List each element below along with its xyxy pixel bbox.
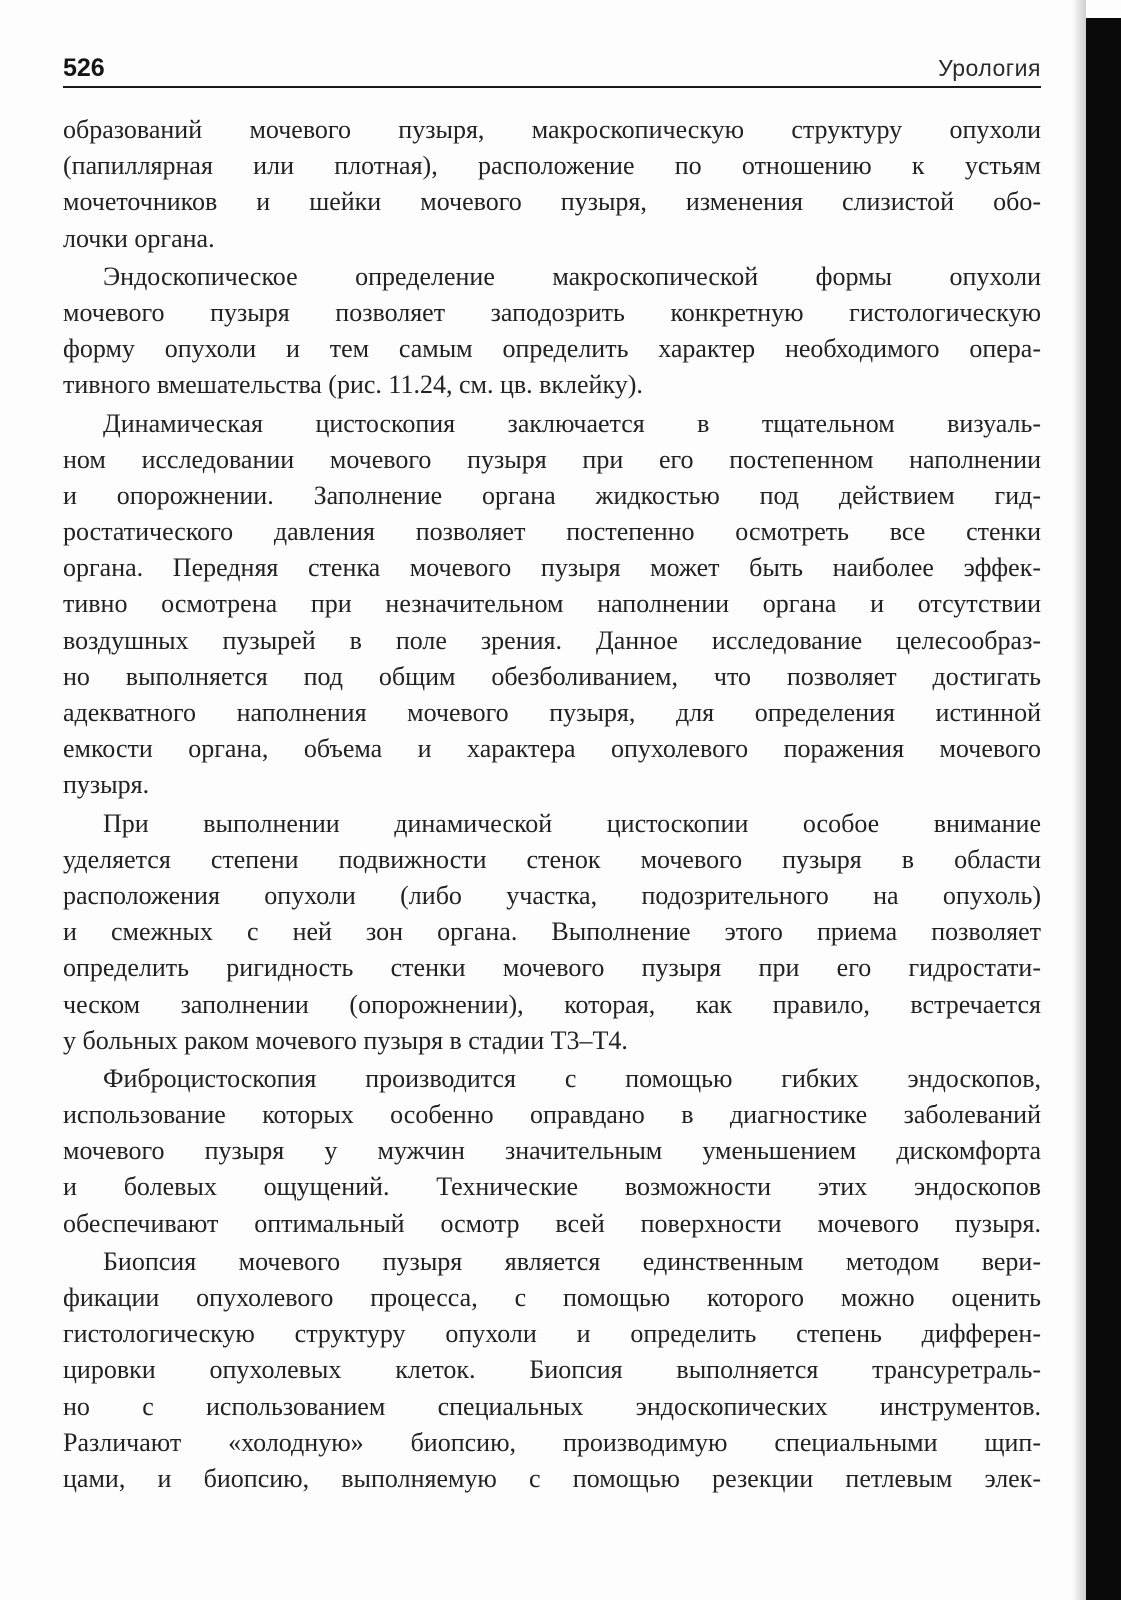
text-line: Эндоскопическое определение макроскопической формы опухоли [103, 261, 1041, 291]
text-line: гистологическую структуру опухоли и определить степень дифферен- [63, 1319, 1041, 1349]
text-line: и опорожнении. Заполнение органа жидкостью под действием гид- [63, 480, 1041, 510]
text-line: тивно осмотрена при незначительном наполнении органа и отсутствии [63, 589, 1041, 619]
text-line: обеспечивают оптимальный осмотр всей поверхности мочевого пузыря. [63, 1208, 1041, 1238]
text-line: цировки опухолевых клеток. Биопсия выполняется трансуретраль- [63, 1355, 1041, 1385]
text-line: мочеточников и шейки мочевого пузыря, изменения слизистой обо- [63, 187, 1041, 217]
text-line: тивного вмешательства (рис. 11.24, см. цв. вклейку). [63, 370, 643, 400]
text-line: органа. Передняя стенка мочевого пузыря может быть наиболее эффек- [63, 553, 1041, 583]
text-line: определить ригидность стенки мочевого пузыря при его гидростати- [63, 953, 1041, 983]
page-edge-shadow [1072, 0, 1086, 1600]
text-line: мочевого пузыря у мужчин значительным уменьшением дискомфорта [63, 1136, 1041, 1166]
page-header [63, 52, 1041, 88]
text-line: ческом заполнении (опорожнении), которая, как правило, встречается [63, 989, 1041, 1019]
paragraph [63, 406, 1041, 804]
text-line: адекватного наполнения мочевого пузыря, для определения истинной [63, 698, 1041, 727]
scan-edge-bar [1086, 18, 1121, 1600]
text-line: образований мочевого пузыря, макроскопическую структуру опухоли [63, 115, 1041, 144]
running-head: Урология [938, 55, 1041, 81]
text-line: ном исследовании мочевого пузыря при его постепенном наполнении [63, 444, 1041, 474]
text-line: Динамическая цистоскопия заключается в тщательном визуаль- [103, 408, 1041, 438]
text-line: лочки органа. [63, 223, 215, 253]
text-line: воздушных пузырей в поле зрения. Данное исследование целесообраз- [63, 625, 1041, 655]
text-line: Фиброцистоскопия производится с помощью гибких эндоскопов, [103, 1063, 1041, 1093]
text-line: и смежных с ней зон органа. Выполнение этого приема позволяет [63, 917, 1041, 947]
text-line: но выполняется под общим обезболиванием, что позволяет достигать [63, 661, 1041, 691]
paragraph [63, 1244, 1041, 1497]
text-line: фикации опухолевого процесса, с помощью которого можно оценить [63, 1283, 1041, 1312]
text-line: Различают «холодную» биопсию, производимую специальными щип- [63, 1427, 1041, 1457]
text-line: пузыря. [63, 770, 150, 800]
text-line: Биопсия мочевого пузыря является единственным методом вери- [103, 1246, 1041, 1276]
paragraph [63, 1061, 1041, 1242]
text-line: использование которых особенно оправдано в диагностике заболеваний [63, 1100, 1041, 1130]
text-line: ростатического давления позволяет постепенно осмотреть все стенки [63, 517, 1041, 547]
paragraph [63, 112, 1041, 257]
text-line: цами, и биопсию, выполняемую с помощью резекции петлевым элек- [63, 1463, 1041, 1493]
text-line: и болевых ощущений. Технические возможности этих эндоскопов [63, 1172, 1041, 1202]
text-line: но с использованием специальных эндоскопических инструментов. [63, 1391, 1041, 1421]
paragraph [63, 259, 1041, 404]
text-line: расположения опухоли (либо участка, подозрительного на опухоль) [63, 880, 1041, 910]
text-line: (папиллярная или плотная), расположение по отношению к устьям [63, 151, 1041, 181]
text-line: емкости органа, объема и характера опухолевого поражения мочевого [63, 734, 1041, 764]
body-text [63, 112, 1041, 1497]
page-number: 526 [63, 54, 105, 82]
paragraph [63, 806, 1041, 1059]
text-line: мочевого пузыря позволяет заподозрить конкретную гистологическую [63, 297, 1041, 327]
text-line: у больных раком мочевого пузыря в стадии Т3–Т4. [63, 1025, 628, 1055]
text-line: При выполнении динамической цистоскопии особое внимание [103, 808, 1041, 838]
text-line: форму опухоли и тем самым определить характер необходимого опера- [63, 334, 1041, 364]
text-line: уделяется степени подвижности стенок мочевого пузыря в области [63, 844, 1041, 874]
